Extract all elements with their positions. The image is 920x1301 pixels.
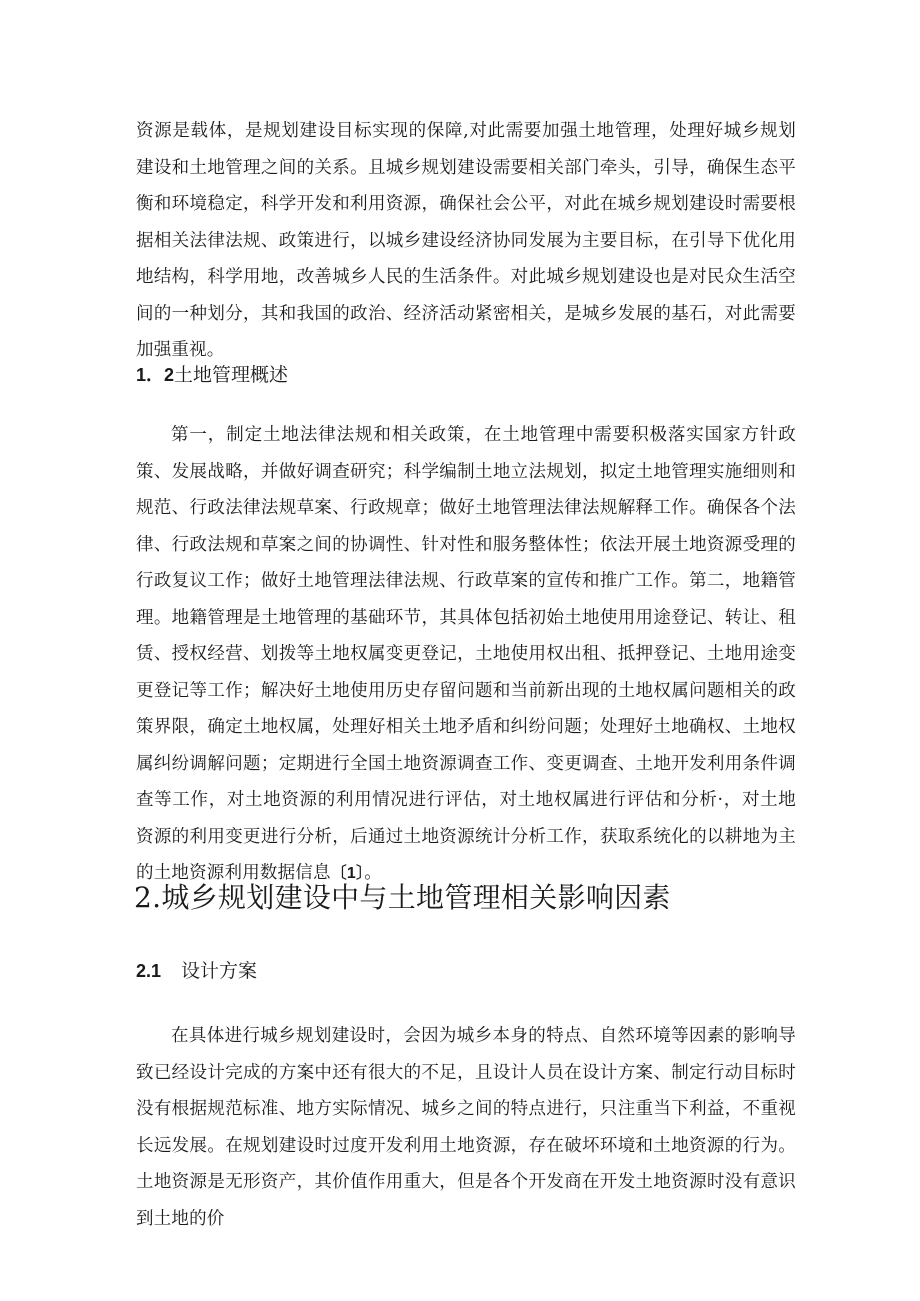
paragraph-text: 第一，制定土地法律法规和相关政策，在土地管理中需要积极落实国家方针政策、发展战略，并做好调查研究；科学编制土地立法规划，拟定土地管理实施细则和规范、行政法律法规草案、行政规章；做好土地管理法律法规解释工作。确保各个法律、行政法规和草案之间的协调性、针对性和服务整体性；依法开展土地资源受理的行政复议工作；做好土地管理法律法规、行政草案的宣传和推广工作。第二，地籍管理。地籍管理是土地管理的基础环节，其具体包括初始土地使用用途登记、转让、租赁、授权经营、划拨等土地权属变更登记，土地使用权出租、抵押登记、土地用途变更登记等工作；解决好土地使用历史存留问题和当前新出现的土地权属问题相关的政策界限，确定土地权属，处理好相关土地矛盾和纠纷问题；处理好土地确权、土地权属纠纷调解问题；定期进行全国土地资源调查工作、变更调查、土地开发利用条件调查等工作，对土地资源的利用情况进行评估，对土地权属进行评估和分析·，对土地资源的利用变更进行分析，后通过土地资源统计分析工作，获取系统化的以耕地为主的土地资源利用数据信息 bbox=[136, 425, 796, 883]
section-heading-1-2 bbox=[136, 361, 288, 389]
section-title: 土地管理概述 bbox=[174, 364, 289, 386]
paragraph-land-resources-carrier: 资源是载体，是规划建设目标实现的保障,对此需要加强土地管理，处理好城乡规划建设和土地管理之间的关系。且城乡规划建设需要相关部门牵头，引导，确保生态平衡和环境稳定，科学开发和利用资源，确保社会公平，对此在城乡规划建设时需要根据相关法律法规、政策进行，以城乡建设经济协同发展为主要目标，在引导下优化用地结构，科学用地，改善城乡人民的生活条件。对此城乡规划建设也是对民众生活空间的一种划分，其和我国的政治、经济活动紧密相关，是城乡发展的基石，对此需要加强重视。 bbox=[136, 121, 796, 360]
section-number: 1．2 bbox=[136, 365, 175, 385]
section-title: 设计方案 bbox=[181, 960, 258, 982]
paragraph-design-plan: 在具体进行城乡规划建设时，会因为城乡本身的特点、自然环境等因素的影响导致已经设计完成的方案中还有很大的不足，且设计人员在设计方案、制定行动目标时没有根据规范标准、地方实际情况、城乡之间的特点进行，只注重当下利益，不重视长远发展。在规划建设时过度开发利用土地资源，存在破坏环境和土地资源的行为。土地资源是无形资产，其价值作用重大，但是各个开发商在开发土地资源时没有意识到土地的价 bbox=[136, 1026, 796, 1229]
citation-reference: 〔1〕 bbox=[330, 865, 365, 882]
section-heading-2-1 bbox=[136, 957, 257, 985]
paragraph-land-management-overview bbox=[136, 417, 796, 893]
section-number: 2.1 bbox=[136, 961, 162, 981]
paragraph-end: 。 bbox=[364, 863, 382, 883]
chapter-heading-2: 2.城乡规划建设中与土地管理相关影响因素 bbox=[134, 881, 671, 914]
